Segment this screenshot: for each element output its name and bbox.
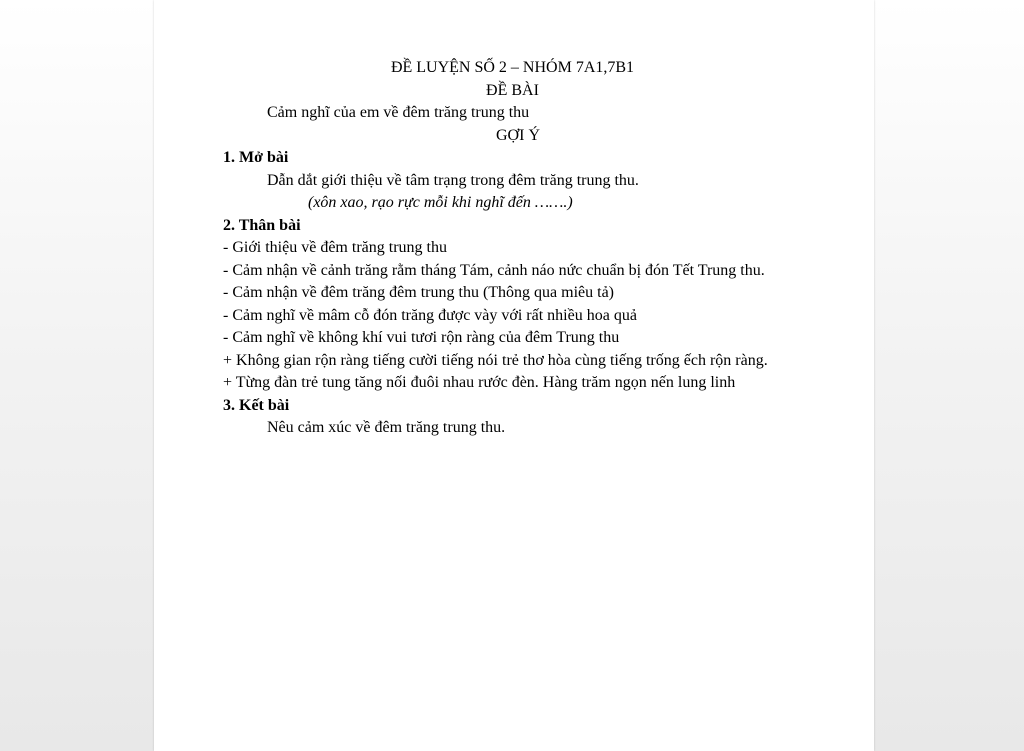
list-item: - Cảm nhận về đêm trăng đêm trung thu (Thông qua miêu tả) <box>223 284 615 301</box>
essay-prompt: Cảm nghĩ của em về đêm trăng trung thu <box>267 104 530 121</box>
list-item: + Không gian rộn ràng tiếng cười tiếng nói trẻ thơ hòa cùng tiếng trống ếch rộn ràng. <box>223 351 768 369</box>
document-body <box>154 57 874 440</box>
list-item: - Cảm nghĩ về mâm cỗ đón trăng được vày với rất nhiều hoa quả <box>223 306 637 324</box>
list-item: - Cảm nghĩ về không khí vui tươi rộn ràng của đêm Trung thu <box>223 329 620 346</box>
list-item: + Từng đàn trẻ tung tăng nối đuôi nhau rước đèn. Hàng trăm ngọn nến lung linh <box>223 374 736 391</box>
document-subtitle: ĐỀ BÀI <box>486 81 539 99</box>
list-item: - Cảm nhận về cảnh trăng rằm tháng Tám, cảnh náo nức chuẩn bị đón Tết Trung thu. <box>223 261 765 279</box>
section-heading-intro: 1. Mở bài <box>223 149 289 166</box>
section-conclusion-body: Nêu cảm xúc về đêm trăng trung thu. <box>267 419 506 436</box>
section-intro-body: Dẫn dắt giới thiệu về tâm trạng trong đêm trăng trung thu. <box>267 171 639 189</box>
section-heading-conclusion: 3. Kết bài <box>223 396 290 414</box>
section-heading-body: 2. Thân bài <box>223 216 301 234</box>
list-item: - Giới thiệu về đêm trăng trung thu <box>223 239 447 256</box>
document-page <box>154 0 874 751</box>
hint-heading: GỢI Ý <box>496 126 540 144</box>
section-intro-italic-note: (xôn xao, rạo rực mỗi khi nghĩ đến …….) <box>308 194 573 211</box>
document-title: ĐỀ LUYỆN SỐ 2 – NHÓM 7A1,7B1 <box>390 59 635 76</box>
